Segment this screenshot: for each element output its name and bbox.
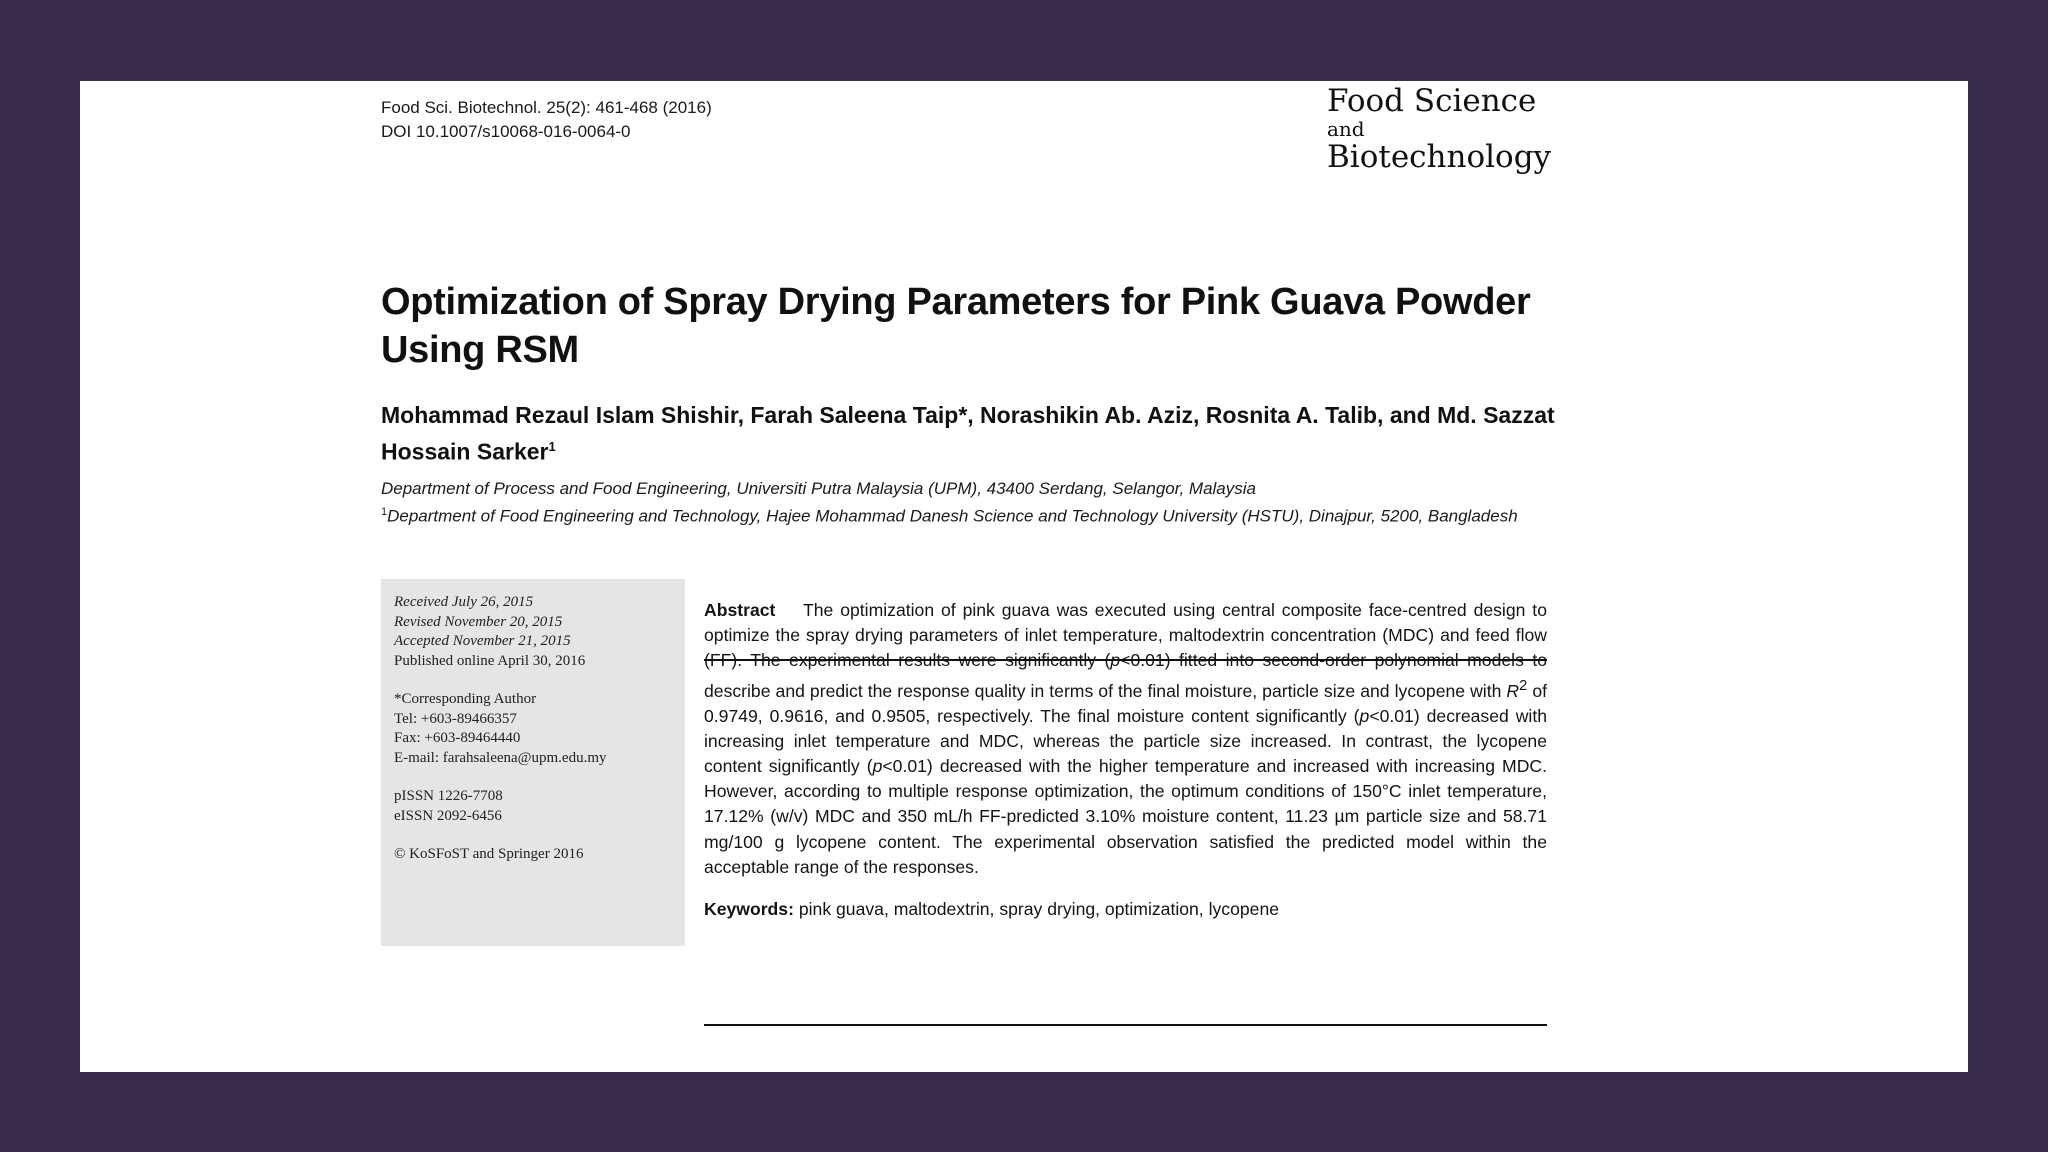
abstract-p-symbol: p — [1110, 650, 1121, 671]
affiliation-2-text: Department of Food Engineering and Technology, Hajee Mohammad Danesh Science and Technology University (HSTU), Dinajpur, 5200, Bangladesh — [387, 506, 1518, 526]
abstract-text: <0.01) decreased with the higher temperature and increased with increasing MDC. However, according to multiple response optimization, the optimum conditions of 150°C inlet temperature, 17.12% (w/v) MDC and 350 mL/h FF-predicted 3.10% moisture content, 11.23 µm particle size and 58.71 mg/100 g lycopene content. The experimental observation satisfied the predicted model within the acceptable range of the responses. — [704, 756, 1547, 877]
abstract-r-symbol: R — [1506, 680, 1520, 701]
revised-date: Revised November 20, 2015 — [394, 613, 563, 630]
affiliation-1: Department of Process and Food Engineering, Universiti Putra Malaysia (UPM), 43400 Serdang, Selangor, Malaysia — [381, 479, 1256, 498]
abstract-p-symbol: p — [872, 756, 883, 777]
author-affiliation-marker: 1 — [548, 439, 556, 454]
email: E-mail: farahsaleena@upm.edu.my — [394, 749, 607, 766]
author-list — [381, 400, 1631, 468]
article-info-sidebar — [381, 579, 685, 946]
affiliation-marker: 1 — [381, 505, 388, 518]
abstract-r-exponent: 2 — [1519, 677, 1528, 694]
citation-line: Food Sci. Biotechnol. 25(2): 461-468 (2016) — [381, 98, 712, 117]
copyright: © KoSFoST and Springer 2016 — [394, 846, 584, 862]
journal-name-line1: Food Science — [1327, 83, 1537, 119]
abstract-p-symbol: p — [1359, 705, 1370, 726]
pissn: pISSN 1226-7708 — [394, 788, 503, 804]
fax: Fax: +603-89464440 — [394, 730, 521, 746]
keywords-text: pink guava, maltodextrin, spray drying, optimization, lycopene — [798, 899, 1280, 919]
paper-page — [80, 81, 1968, 1072]
tel: Tel: +603-89466357 — [394, 710, 517, 727]
abstract-bottom-rule — [704, 1024, 1547, 1026]
abstract-label: Abstract — [704, 600, 776, 620]
keywords-label: Keywords: — [704, 899, 794, 919]
doi-line: DOI 10.1007/s10068-016-0064-0 — [381, 122, 631, 141]
accepted-date: Accepted November 21, 2015 — [394, 633, 571, 649]
journal-name-line2: and — [1327, 117, 1365, 141]
abstract — [704, 598, 1547, 880]
abstract-text: The optimization of pink guava was executed using central composite face-centred design to optimize the spray drying parameters of inlet temperature, maltodextrin concentration (MDC) and feed flow (FF). The experimental results were significantly ( — [704, 600, 1547, 671]
abstract-text: <0.01) fitted into second-order polynomial models to describe and predict the response quality in terms of the final moisture, particle size and lycopene with — [704, 650, 1548, 701]
journal-logo — [1327, 84, 1551, 174]
received-date: Received July 26, 2015 — [394, 594, 534, 610]
abstract-text: <0.01) decreased with increasing inlet temperature and MDC, whereas the particle size increased. In contrast, the lycopene content significantly ( — [704, 705, 1548, 777]
published-date: Published online April 30, 2016 — [394, 652, 586, 669]
citation-block — [381, 96, 712, 144]
paper-title: Optimization of Spray Drying Parameters for Pink Guava Powder Using RSM — [381, 281, 1531, 371]
eissn: eISSN 2092-6456 — [394, 807, 502, 824]
journal-name-line3: Biotechnology — [1327, 139, 1552, 175]
affiliations — [381, 478, 1621, 528]
keywords — [704, 897, 1547, 921]
author-names: Mohammad Rezaul Islam Shishir, Farah Saleena Taip*, Norashikin Ab. Aziz, Rosnita A. Talib, and Md. Sazzat Hossain Sarker — [381, 402, 1555, 465]
affiliation-2 — [381, 501, 1621, 528]
abstract-text: of 0.9749, 0.9616, and 0.9505, respectively. The final moisture content significantly ( — [704, 680, 1548, 726]
corresponding-author-label: *Corresponding Author — [394, 691, 537, 707]
